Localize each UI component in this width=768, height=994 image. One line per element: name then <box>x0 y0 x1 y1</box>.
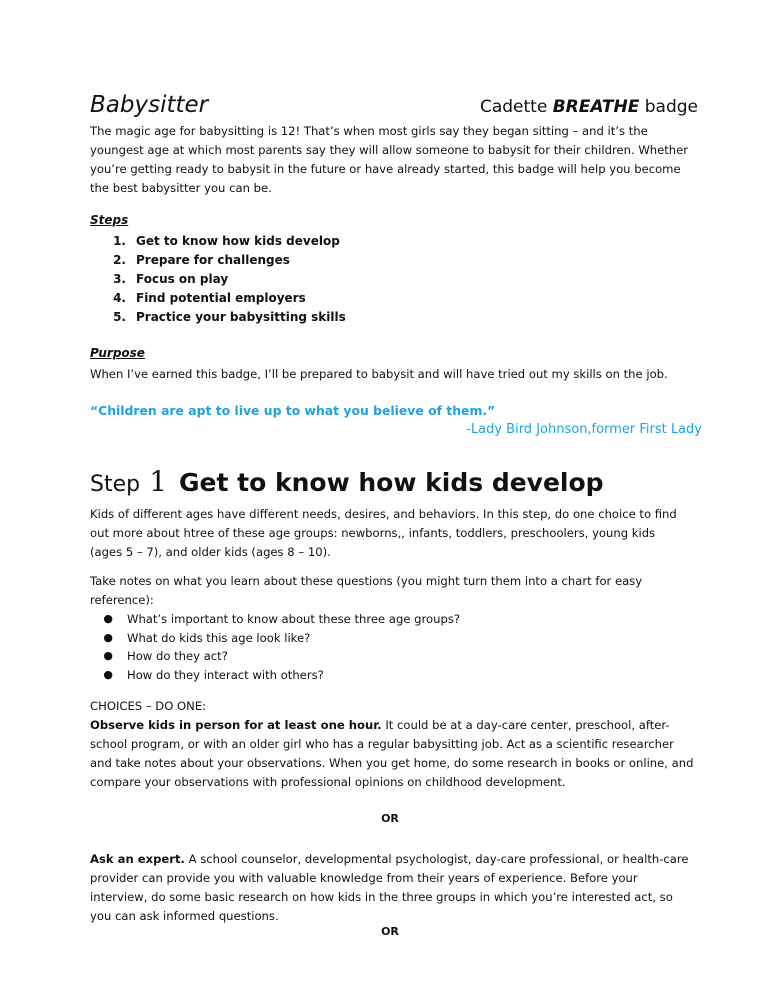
step1-paragraph-2: Take notes on what you learn about these questions (you might turn them into a chart for easy reference): <box>90 574 643 607</box>
step1-number: 1 <box>149 465 168 498</box>
purpose-text: When I’ve earned this badge, I’ll be prepared to babysit and will have tried out my skills on the job. <box>90 367 668 381</box>
choice-2-text: A school counselor, developmental psychologist, day-care professional, or health-care provider can provide you with valuable knowledge from their years of experience. Before your interview, do some basic research on how kids in the three groups in which you’re interested act, so you can ask informed questions. <box>90 852 689 923</box>
step-text: Find potential employers <box>136 291 306 305</box>
choice-2 <box>90 850 690 926</box>
intro-paragraph: The magic age for babysitting is 12! That’s when most girls say they began sitting – and it’s the youngest age at which most parents say they will allow someone to babysit for their children. Whether you’re getting ready to babysit in the future or have already started, this badge will help you become the best babysitter you can be. <box>90 124 689 195</box>
page-title: Babysitter <box>90 92 209 118</box>
step-text: Get to know how kids develop <box>136 234 340 248</box>
step-item <box>90 251 346 270</box>
list-item-text: What do kids this age look like? <box>127 630 311 645</box>
list-item-text: How do they act? <box>127 649 228 663</box>
quote-text: “Children are apt to live up to what you believe of them.” <box>90 403 496 418</box>
badge-prefix: Cadette <box>479 97 553 117</box>
step-item <box>90 308 346 327</box>
bullet-icon: ● <box>103 649 113 662</box>
step-item <box>90 289 346 308</box>
step-number: 1. <box>113 234 126 248</box>
step1-title: Get to know how kids develop <box>179 468 604 497</box>
or-divider: OR <box>381 925 399 938</box>
step-number: 4. <box>113 291 126 305</box>
steps-list <box>90 232 346 327</box>
steps-heading: Steps <box>90 213 129 227</box>
step-number: 2. <box>113 253 126 267</box>
badge-label <box>480 97 698 117</box>
choice-1-lead: Observe kids in person for at least one hour. <box>90 718 382 732</box>
quote-attribution: -Lady Bird Johnson,former First Lady <box>466 422 702 437</box>
badge-name: BREATHE <box>552 97 640 117</box>
step-item <box>90 232 346 251</box>
step-text: Focus on play <box>136 272 229 286</box>
choice-2-lead: Ask an expert. <box>90 852 185 866</box>
questions-list <box>90 610 460 684</box>
step-number: 5. <box>113 310 126 324</box>
choice-1 <box>90 716 695 792</box>
badge-suffix: badge <box>639 97 698 117</box>
step-item <box>90 270 346 289</box>
choice-1-text: It could be at a day-care center, preschool, after-school program, or with an older girl who has a regular babysitting job. Act as a scientific researcher and take notes about your observations. When you get home, do some research in books or online, and compare your observations with professional opinions on childhood development. <box>90 718 694 789</box>
list-item <box>90 647 460 666</box>
bullet-icon: ● <box>103 667 113 681</box>
purpose-heading: Purpose <box>90 346 145 360</box>
step1-paragraph-1: Kids of different ages have different needs, desires, and behaviors. In this step, do one choice to find out more about htree of these age groups: newborns,, infants, toddlers, preschoolers, young kids (ages 5 – 7), and older kids (ages 8 – 10). <box>90 507 677 559</box>
bullet-icon: ● <box>103 612 113 625</box>
list-item-text: What’s important to know about these three age groups? <box>127 612 461 626</box>
step-text: Prepare for challenges <box>136 253 290 267</box>
step-text: Practice your babysitting skills <box>136 310 346 324</box>
list-item <box>90 610 460 629</box>
step-number: 3. <box>113 272 126 286</box>
choices-heading: CHOICES – DO ONE: <box>90 699 207 713</box>
list-item <box>90 666 460 685</box>
list-item <box>90 629 460 648</box>
bullet-icon: ● <box>103 630 113 644</box>
or-divider: OR <box>381 812 399 825</box>
list-item-text: How do they interact with others? <box>127 667 324 682</box>
step1-heading <box>90 465 604 498</box>
step1-word: Step <box>90 472 141 497</box>
